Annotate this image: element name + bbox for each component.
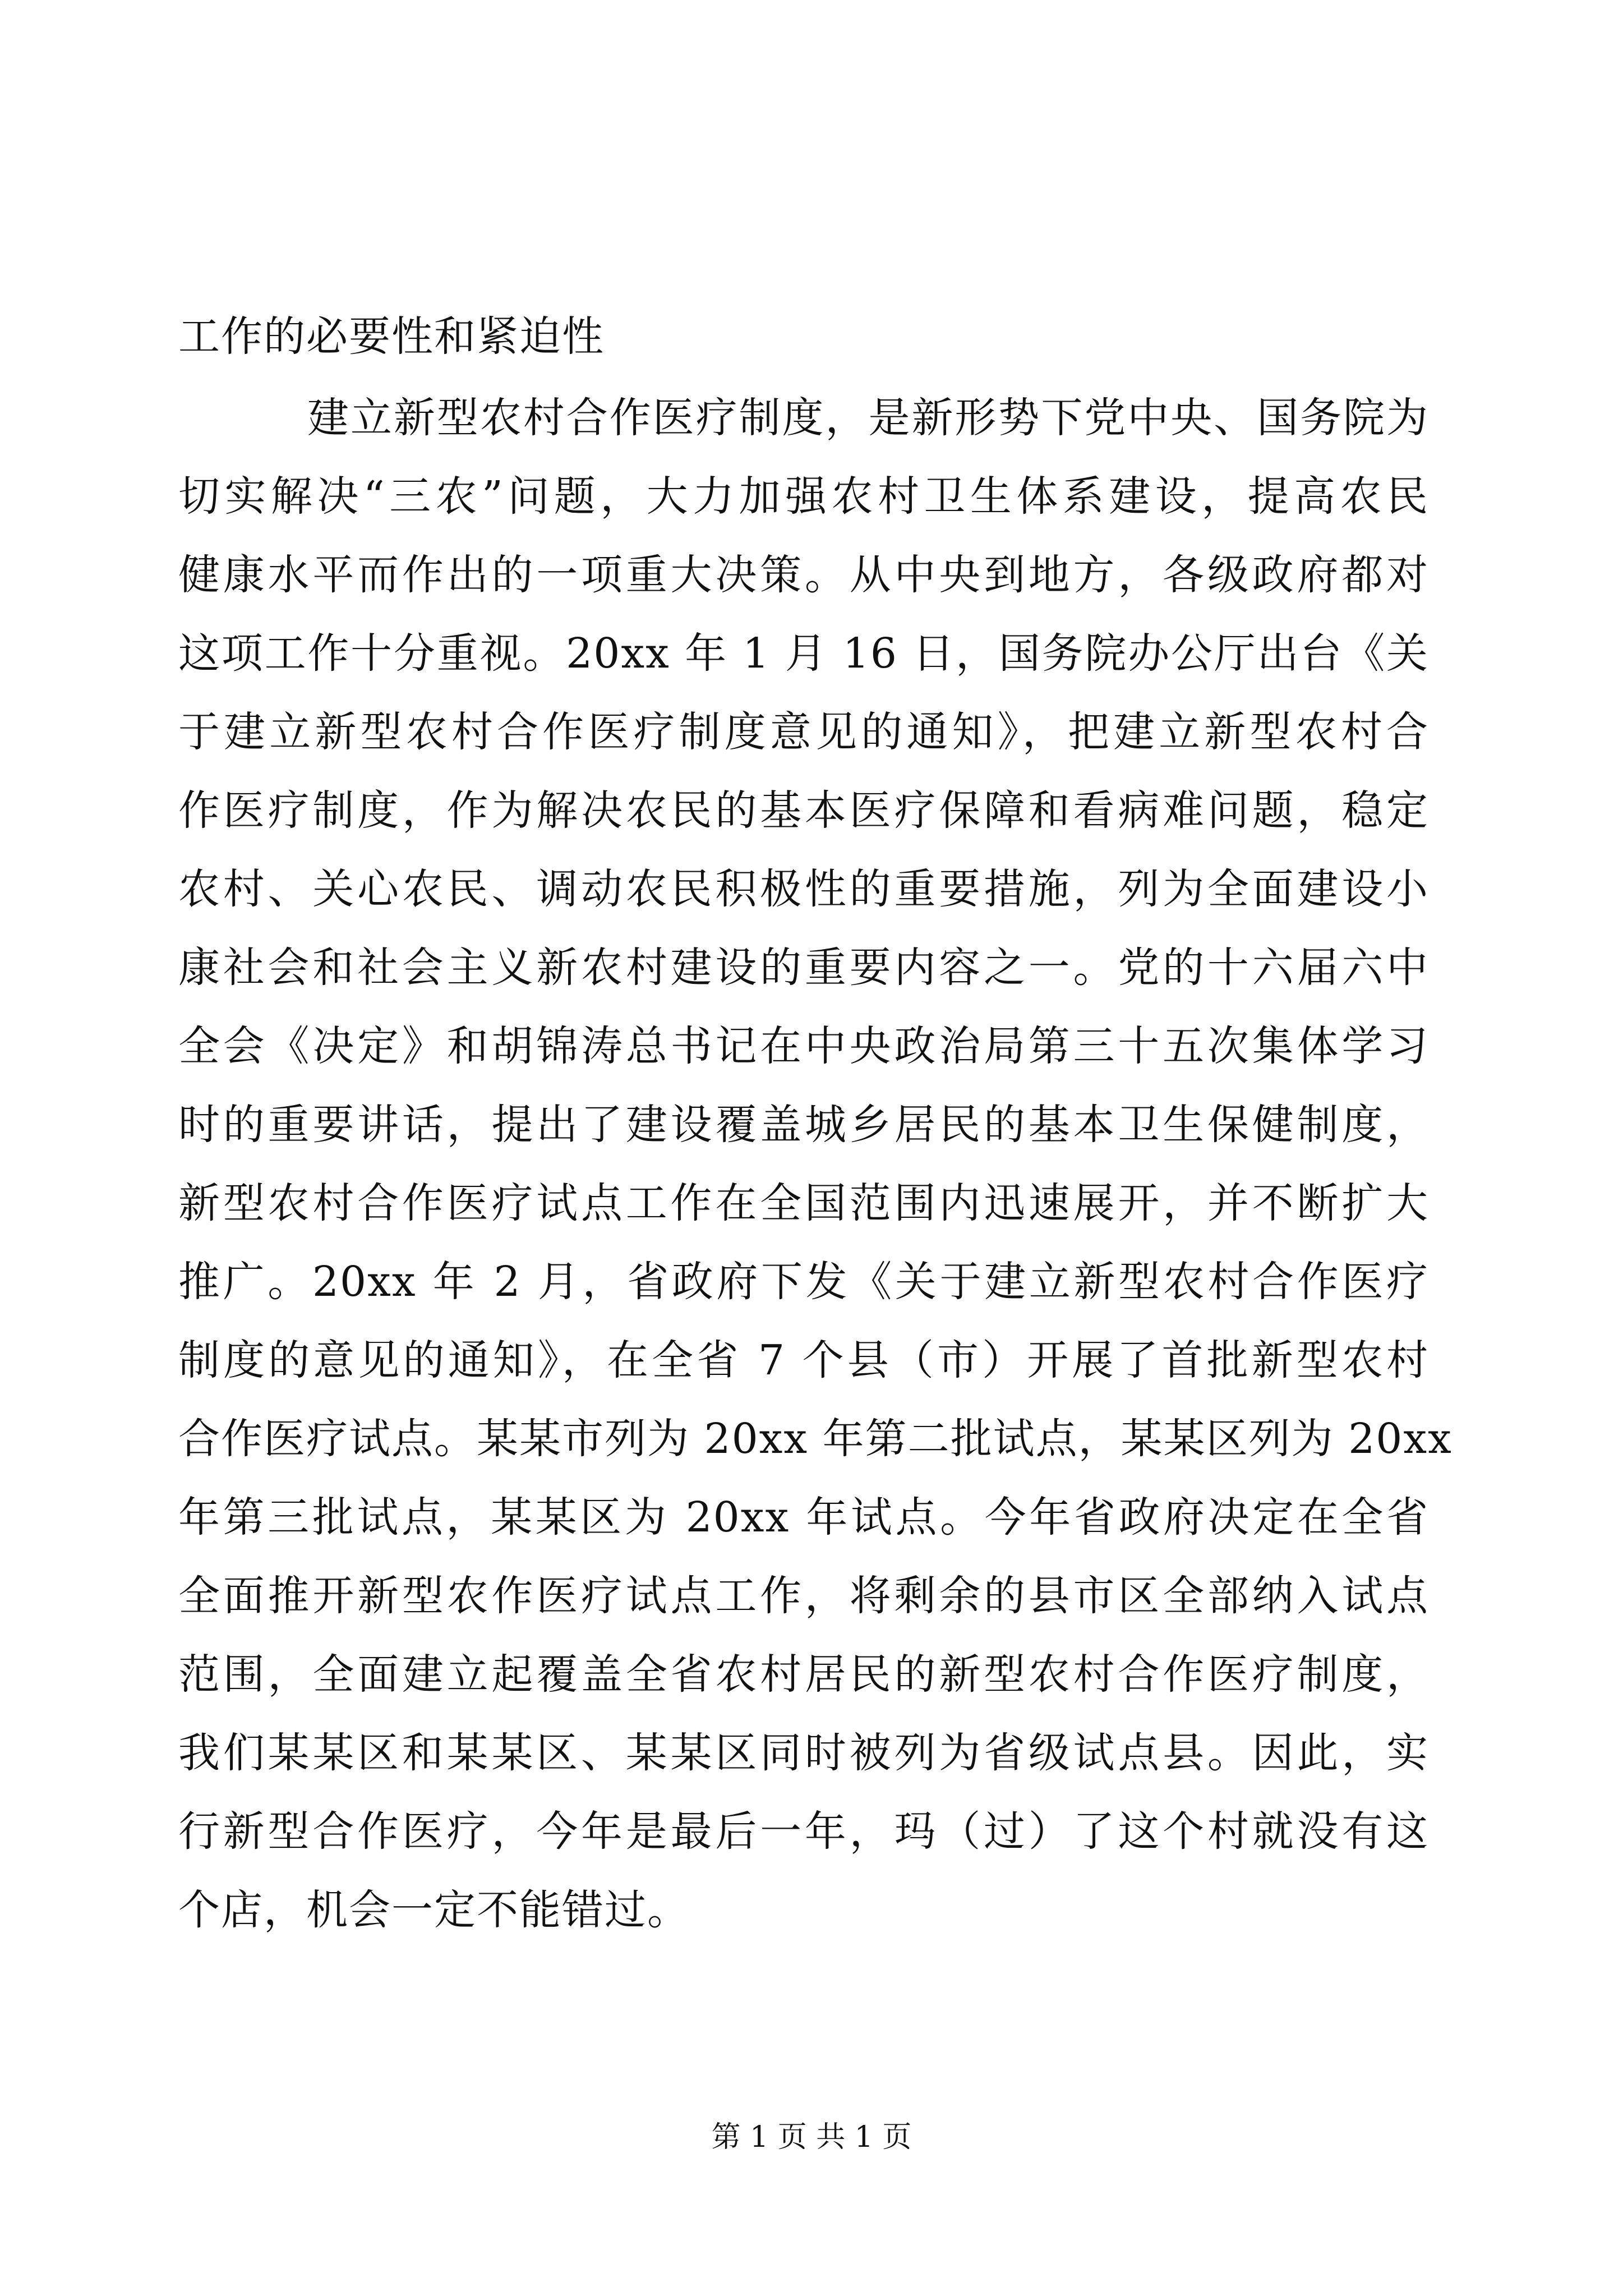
paragraph-line: 作医疗制度，作为解决农民的基本医疗保障和看病难问题，稳定 — [178, 786, 1429, 835]
paragraph-line: 推广。20xx 年 2 月，省政府下发《关于建立新型农村合作医疗 — [178, 1258, 1429, 1306]
paragraph-line: 我们某某区和某某区、某某区同时被列为省级试点县。因此，实 — [178, 1729, 1429, 1777]
paragraph-line: 个店，机会一定不能错过。 — [178, 1886, 690, 1934]
paragraph-line: 健康水平而作出的一项重大决策。从中央到地方，各级政府都对 — [178, 551, 1429, 599]
paragraph-line: 时的重要讲话，提出了建设覆盖城乡居民的基本卫生保健制度， — [178, 1101, 1429, 1149]
paragraph-line: 全会《决定》和胡锦涛总书记在中央政治局第三十五次集体学习 — [178, 1022, 1429, 1070]
paragraph-line: 行新型合作医疗，今年是最后一年，玛（过）了这个村就没有这 — [178, 1807, 1429, 1856]
paragraph-line: 于建立新型农村合作医疗制度意见的通知》，把建立新型农村合 — [178, 708, 1429, 756]
heading-fragment: 工作的必要性和紧迫性 — [178, 312, 605, 361]
page-number-footer: 第 1 页 共 1 页 — [711, 2120, 912, 2154]
paragraph-line: 切实解决“三农”问题，大力加强农村卫生体系建设，提高农民 — [178, 472, 1429, 521]
paragraph-line: 建立新型农村合作医疗制度，是新形势下党中央、国务院为 — [307, 394, 1429, 442]
paragraph-line: 全面推开新型农作医疗试点工作，将剩余的县市区全部纳入试点 — [178, 1572, 1429, 1620]
paragraph-line: 年第三批试点，某某区为 20xx 年试点。今年省政府决定在全省 — [178, 1493, 1429, 1542]
paragraph-line: 制度的意见的通知》，在全省 7 个县（市）开展了首批新型农村 — [178, 1336, 1429, 1384]
paragraph-line: 新型农村合作医疗试点工作在全国范围内迅速展开，并不断扩大 — [178, 1179, 1429, 1227]
paragraph-line: 康社会和社会主义新农村建设的重要内容之一。党的十六届六中 — [178, 944, 1429, 992]
paragraph-line: 这项工作十分重视。20xx 年 1 月 16 日，国务院办公厅出台《关 — [178, 629, 1429, 678]
paragraph-line: 农村、关心农民、调动农民积极性的重要措施，列为全面建设小 — [178, 865, 1429, 913]
paragraph — [178, 379, 1453, 1949]
document-body — [178, 306, 1453, 1949]
paragraph-line: 合作医疗试点。某某市列为 20xx 年第二批试点，某某区列为 20xx — [178, 1415, 1453, 1463]
paragraph-line: 范围，全面建立起覆盖全省农村居民的新型农村合作医疗制度， — [178, 1650, 1429, 1699]
